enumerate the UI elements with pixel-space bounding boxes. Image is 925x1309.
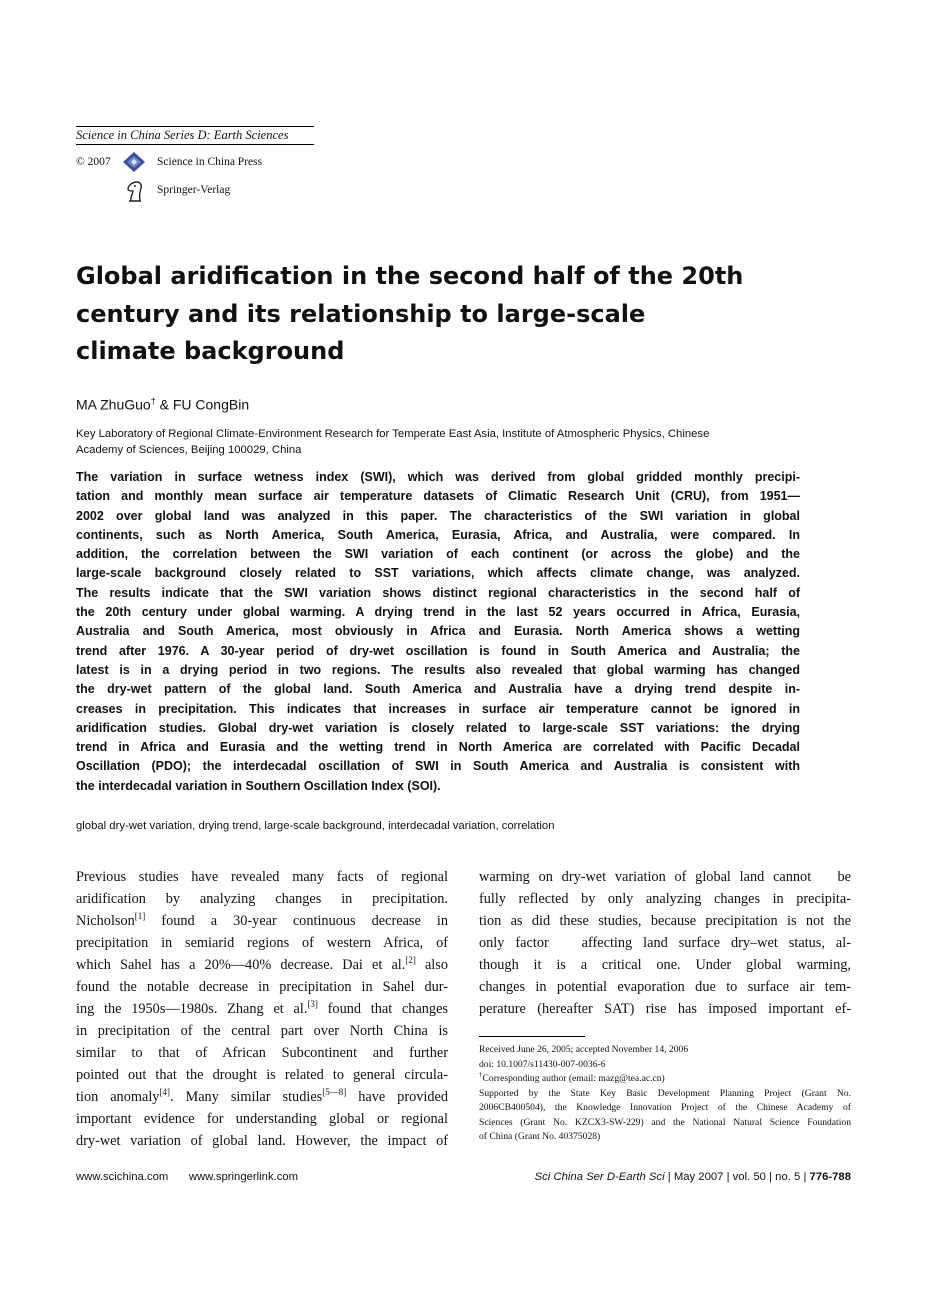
footer-citation: Sci China Ser D-Earth Sci | May 2007 | vol. 50 | no. 5 | 776-788: [534, 1171, 851, 1183]
abstract-line: tation and monthly mean surface air temperature datasets of Climatic Research Unit (CRU), from 1951—: [76, 489, 800, 504]
citation-ref[interactable]: [5—8]: [322, 1087, 347, 1098]
funding-line: 2006CB400504), the Knowledge Innovation Project of the Chinese Academy of: [479, 1102, 851, 1113]
body-line: dry-wet variation of global land. However, the impact of: [76, 1133, 448, 1149]
citation-ref[interactable]: [2]: [405, 955, 416, 966]
body-line: Nicholson[1] found a 30-year continuous decrease in: [76, 911, 448, 929]
affiliation-line: Academy of Sciences, Beijing 100029, China: [76, 444, 302, 456]
affiliation-line: Key Laboratory of Regional Climate-Environment Research for Temperate East Asia, Institute of Atmospheric Physics, Chinese: [76, 428, 710, 440]
funding-line: of China (Grant No. 40375028): [479, 1131, 601, 1142]
abstract-line: The results indicate that the SWI variation shows distinct regional characteristics in the second half of: [76, 585, 800, 600]
body-line: found the notable decrease in precipitation in Sahel dur-: [76, 979, 448, 995]
body-line: warming on dry-wet variation of global land cannot be: [479, 869, 851, 885]
body-line: important evidence for understanding global or regional: [76, 1111, 448, 1127]
journal-abbrev: Sci China Ser D-Earth Sci: [534, 1171, 665, 1183]
abstract-line: 2002 over global land was analyzed in this paper. The characteristics of the SWI variation in global: [76, 508, 800, 523]
body-line: Previous studies have revealed many facts of regional: [76, 869, 448, 885]
article-title: [76, 258, 856, 371]
abstract-line: the 20th century under global warming. A drying trend in the last 52 years occurred in Africa, Eurasia,: [76, 605, 800, 620]
author-list: [76, 396, 249, 413]
author-joiner: &: [155, 396, 173, 413]
body-line: ing the 1950s—1980s. Zhang et al.[3] found that changes: [76, 999, 448, 1017]
issue-number: no. 5: [775, 1171, 801, 1183]
title-line: climate background: [76, 337, 345, 365]
author-name: MA ZhuGuo: [76, 396, 151, 413]
body-line: tion as did these studies, because precipitation is not the: [479, 913, 851, 929]
author-name: FU CongBin: [172, 396, 250, 413]
abstract-line: Oscillation (PDO); the interdecadal oscillation of SWI in South America and Australia is consistent with: [76, 759, 800, 774]
abstract-line: the interdecadal variation in Southern Oscillation Index (SOI).: [76, 778, 441, 793]
body-column-right: [479, 866, 851, 1020]
abstract-line: large-scale background closely related to SST variations, which affects climate change, was analyzed.: [76, 566, 800, 581]
footnote-divider: [479, 1036, 585, 1037]
abstract-line: the dry-wet pattern of the global land. South America and Australia have a drying trend despite in-: [76, 682, 800, 697]
springer-horse-logo-icon: [124, 179, 146, 203]
received-dates: Received June 26, 2005; accepted November 14, 2006: [479, 1044, 689, 1055]
body-line: only factor affecting land surface dry–wet status, al-: [479, 935, 851, 951]
body-line: similar to that of African Subcontinent and further: [76, 1045, 448, 1061]
keywords: global dry-wet variation, drying trend, large-scale background, interdecadal variation, correlation: [76, 820, 555, 832]
citation-ref[interactable]: [4]: [159, 1087, 170, 1098]
citation-ref[interactable]: [1]: [134, 911, 146, 922]
body-line: though it is a critical one. Under global warming,: [479, 957, 851, 973]
citation-ref[interactable]: [3]: [307, 999, 318, 1010]
abstract-line: The variation in surface wetness index (SWI), which was derived from global gridded monthly precipi-: [76, 470, 800, 484]
abstract-line: Australia and South America, most obviously in Africa and Eurasia. North America shows a wetting: [76, 624, 800, 639]
abstract-line: addition, the correlation between the SWI variation of each continent (or across the globe) and the: [76, 547, 800, 562]
corresponding-author: †Corresponding author (email: mazg@tea.ac.cn): [479, 1070, 665, 1084]
body-line: perature (hereafter SAT) rise has imposed important ef-: [479, 1001, 851, 1017]
abstract-line: aridification studies. Global dry-wet variation is closely related to large-scale SST variations: the drying: [76, 720, 800, 735]
issue-date: May 2007: [673, 1171, 724, 1183]
body-column-left: [76, 866, 448, 1152]
title-line: Global aridification in the second half of the 20th: [76, 262, 744, 290]
abstract-line: trend after 1976. A 30-year period of dry-wet oscillation is found in South America and Australia; the: [76, 643, 800, 658]
volume: vol. 50: [732, 1171, 766, 1183]
abstract-line: latest is in a drying period in two regions. The results also revealed that global warming has changed: [76, 662, 800, 677]
doi[interactable]: doi: 10.1007/s11430-007-0036-6: [479, 1058, 606, 1070]
copyright-year: © 2007: [76, 156, 111, 168]
affiliation: [76, 426, 800, 458]
page-range: 776-788: [809, 1171, 851, 1183]
abstract: [76, 468, 800, 796]
funding-line: Supported by the State Key Basic Development Planning Project (Grant No.: [479, 1087, 851, 1099]
title-line: century and its relationship to large-scale: [76, 299, 646, 328]
body-line: which Sahel has a 20%—40% decrease. Dai et al.[2] also: [76, 955, 448, 973]
body-line: precipitation in semiarid regions of western Africa, of: [76, 935, 448, 951]
publisher-science-in-china-press: Science in China Press: [157, 156, 263, 168]
body-line: pointed out that the drought is related to general circula-: [76, 1067, 448, 1083]
science-in-china-logo-icon: [122, 151, 146, 173]
body-line: in precipitation of the central part over North China is: [76, 1023, 448, 1039]
body-line: changes in potential evaporation due to surface air tem-: [479, 979, 851, 995]
body-line: fully reflected by only analyzing changes in precipita-: [479, 891, 851, 907]
publisher-springer-verlag: Springer-Verlag: [157, 184, 231, 196]
abstract-line: continents, such as North America, South America, Eurasia, Africa, and Australia, were compared. In: [76, 527, 800, 542]
funding-line: Sciences (Grant No. KZCX3-SW-229) and the National Natural Science Foundation: [479, 1116, 851, 1128]
corresponding-mark: †: [150, 396, 156, 406]
abstract-line: creases in precipitation. This indicates that increases in surface air temperature cannot be ignored in: [76, 701, 800, 716]
abstract-line: trend in Africa and Eurasia and the wetting trend in North America are correlated with Pacific Decadal: [76, 740, 800, 755]
footnotes: [479, 1043, 851, 1145]
journal-series: Science in China Series D: Earth Sciences: [76, 126, 314, 145]
body-line: aridification by analyzing changes in precipitation.: [76, 891, 448, 907]
footer-websites[interactable]: www.scichina.com www.springerlink.com: [76, 1171, 299, 1183]
body-line: tion anomaly[4]. Many similar studies[5—8] have provided: [76, 1087, 448, 1105]
